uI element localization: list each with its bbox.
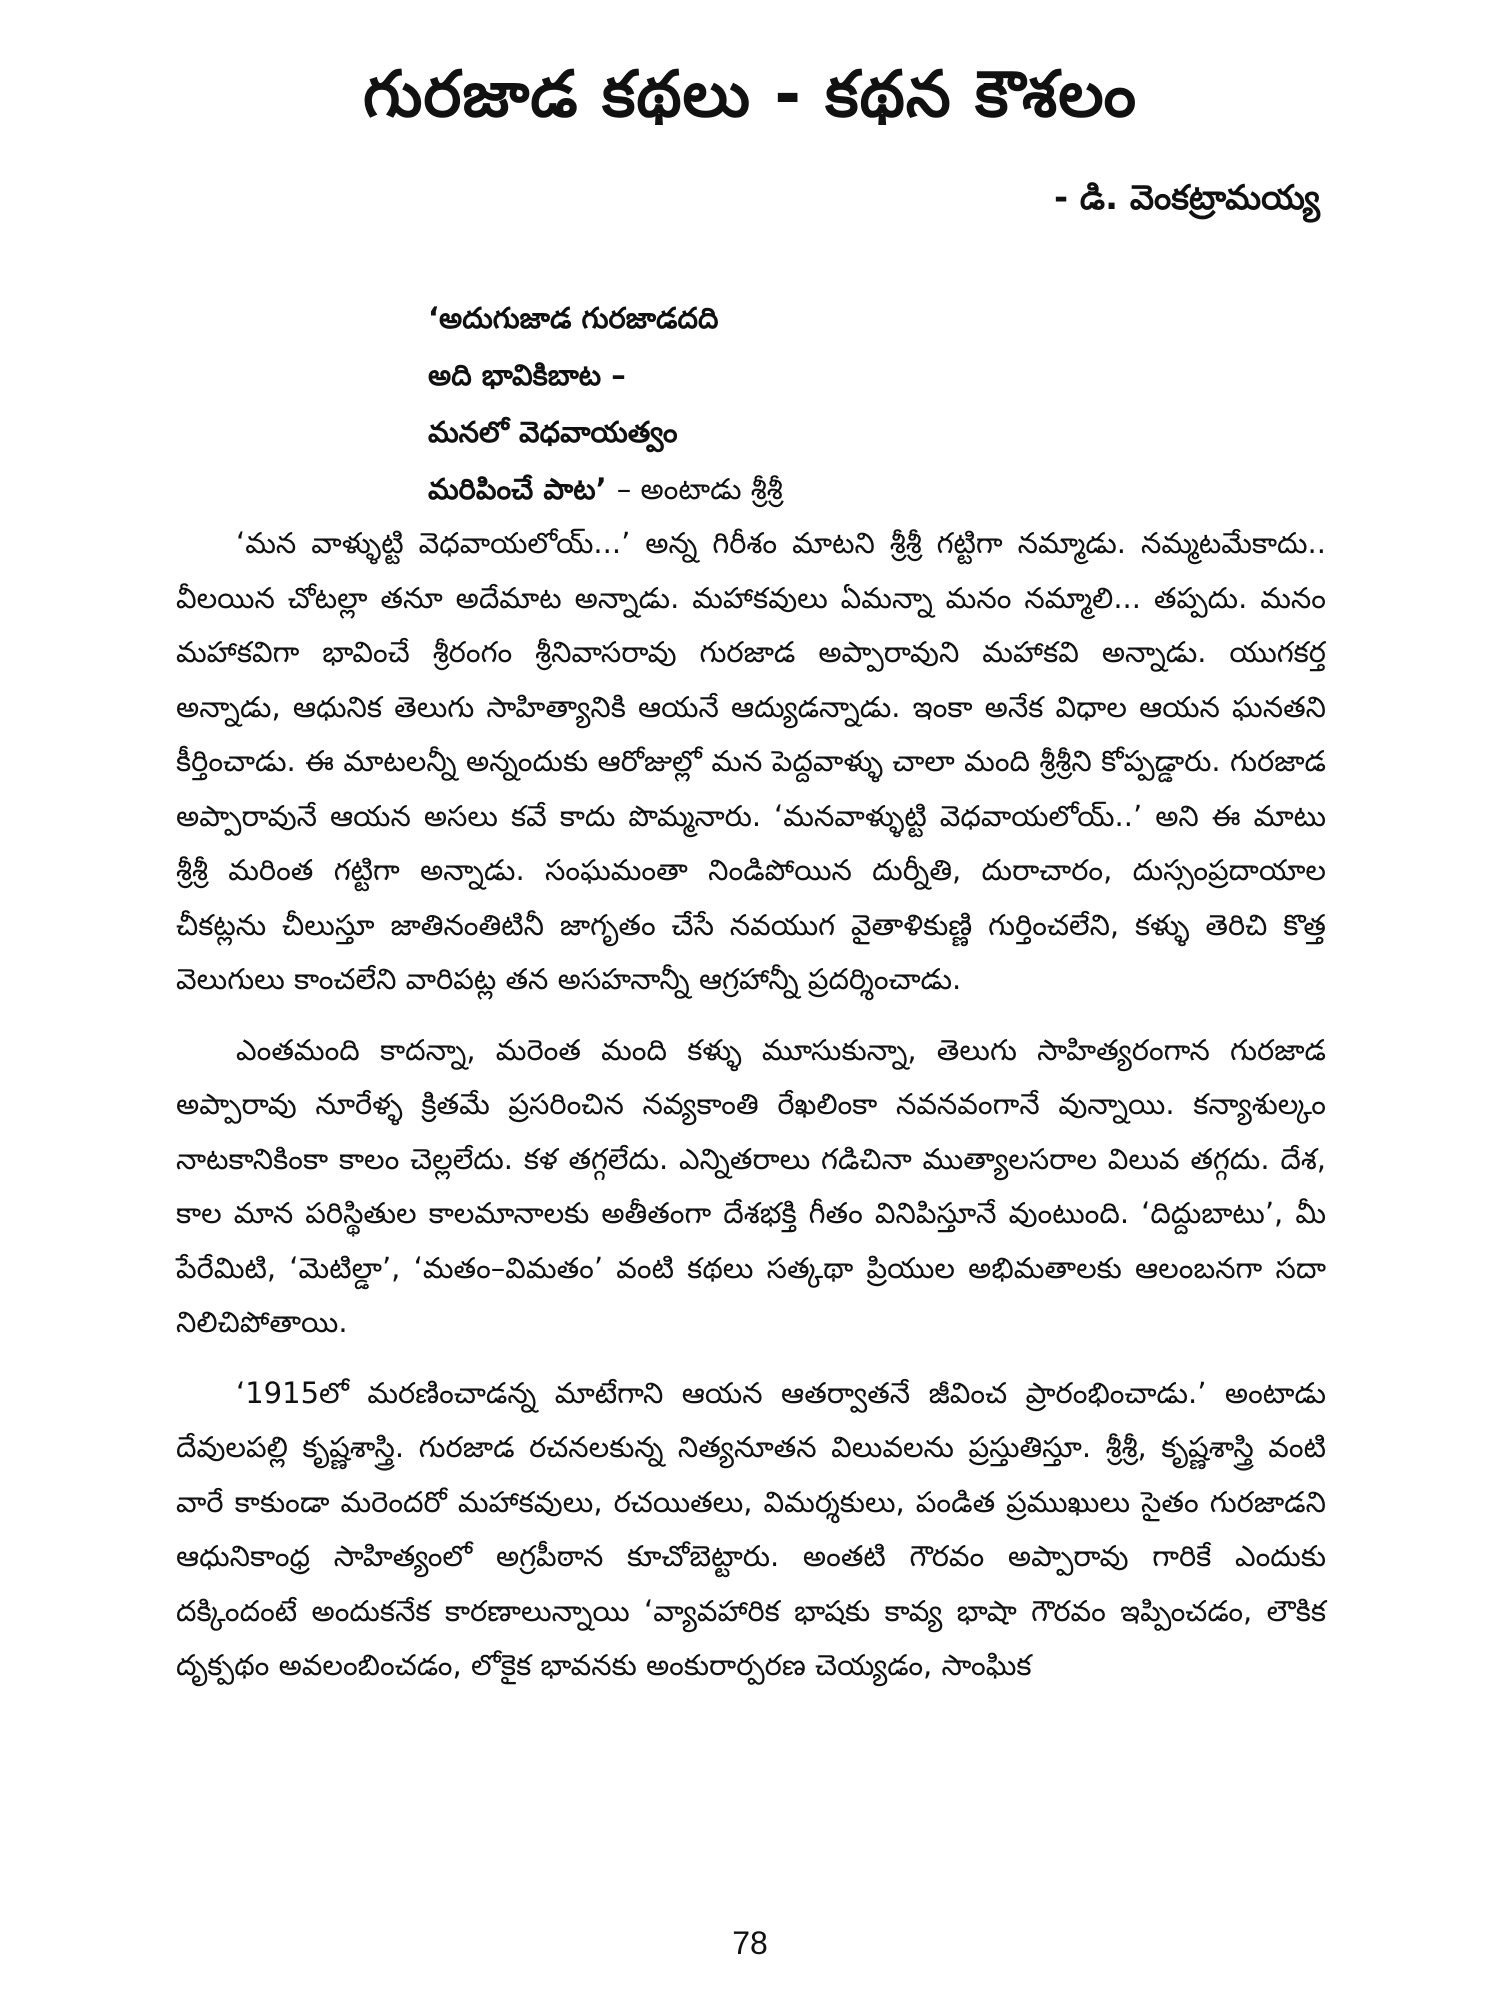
paragraph-1: ‘మన వాళ్ళుట్టి వెధవాయలోయ్...’ అన్న గిరీశం మాటని శ్రీశ్రీ గట్టిగా నమ్మాడు. నమ్మటమేకాదు.. వీలయిన చోటల్లా తనూ అదేమాట అన్నాడు. మహాకవులు ఏమన్నా మనం నమ్మాలి... తప్పదు. మనం మహాకవిగా భావించే శ్రీరంగం శ్రీనివాసరావు గురజాడ అప్పారావుని మహాకవి అన్నాడు. యుగకర్త అన్నాడు, ఆధునిక తెలుగు సాహిత్యానికి ఆయనే ఆద్యుడన్నాడు. ఇంకా అనేక విధాల ఆయన ఘనతని కీర్తించాడు. ఈ మాటలన్నీ అన్నందుకు ఆరోజుల్లో మన పెద్దవాళ్ళు చాలా మంది శ్రీశ్రీని కోప్పడ్డారు. గురజాడ అప్పారావునే ఆయన అసలు కవే కాదు పొమ్మనారు. ‘మనవాళ్ళుట్టి వెధవాయలోయ్..’ అని ఈ మాటు శ్రీశ్రీ మరింత గట్టిగా అన్నాడు. సంఘమంతా నిండిపోయిన దుర్నీతి, దురాచారం, దుస్సంప్రదాయాల చీకట్లను చీలుస్తూ జాతినంతిటినీ జాగృతం చేసే నవయుగ వైతాళికుణ్ణి గుర్తించలేని, కళ్ళు తెరిచి కొత్త వెలుగులు కాంచలేని వారిపట్ల తన అసహనాన్నీ ఆగ్రహాన్నీ ప్రదర్శించాడు. xyxy=(176,526,1326,996)
poem-line-text: మరిపించే పాట’ xyxy=(428,472,607,506)
author-byline: - డి. వెంకట్రామయ్య xyxy=(1053,178,1320,218)
poem-line: ‘అదుగుజాడ గురజాడదది xyxy=(428,301,719,335)
poem-line-last xyxy=(428,461,783,518)
article-title: గురజాడ కథలు - కథన కౌశలం xyxy=(362,58,1138,132)
article-body xyxy=(176,516,1326,1693)
epigraph-poem xyxy=(428,290,783,518)
page-number: 78 xyxy=(732,1925,768,1961)
poem-line: అది భావికిబాట – xyxy=(428,358,626,392)
paragraph-3: ‘1915లో మరణించాడన్న మాటేగాని ఆయన ఆతర్వాతనే జీవించ ప్రారంభించాడు.’ అంటాడు దేవులపల్లి కృష్ణశాస్త్రి. గురజాడ రచనలకున్న నిత్యనూతన విలువలను ప్రస్తుతిస్తూ. శ్రీశ్రీ, కృష్ణశాస్త్రి వంటి వారే కాకుండా మరెందరో మహాకవులు, రచయితలు, విమర్శకులు, పండిత ప్రముఖులు సైతం గురజాడని ఆధునికాంధ్ర సాహిత్యంలో అగ్రపీఠాన కూచోబెట్టారు. అంతటి గౌరవం అప్పారావు గారికే ఎందుకు దక్కిందంటే అందుకనేక కారణాలున్నాయి ‘వ్యావహారిక భాషకు కావ్య భాషా గౌరవం ఇప్పించడం, లౌకిక దృక్పథం అవలంబించడం, లోకైక భావనకు అంకురార్పరణ చెయ్యడం, సాంఘిక xyxy=(176,1375,1326,1682)
poem-line: మనలో వెధవాయత్వం xyxy=(428,415,678,449)
poem-attribution: – అంటాడు శ్రీశ్రీ xyxy=(616,472,783,506)
paragraph-2: ఎంతమంది కాదన్నా, మరెంత మంది కళ్ళు మూసుకున్నా, తెలుగు సాహిత్యరంగాన గురజాడ అప్పారావు నూరేళ్ళ క్రితమే ప్రసరించిన నవ్యకాంతి రేఖలింకా నవనవంగానే వున్నాయి. కన్యాశుల్కం నాటకానికింకా కాలం చెల్లలేదు. కళ తగ్గలేదు. ఎన్నితరాలు గడిచినా ముత్యాలసరాల విలువ తగ్గదు. దేశ, కాల మాన పరిస్థితుల కాలమానాలకు అతీతంగా దేశభక్తి గీతం వినిపిస్తూనే వుంటుంది. ‘దిద్దుబాటు’, మీ పేరేమిటి, ‘మెటిల్డా’, ‘మతం–విమతం’ వంటి కథలు సత్కథా ప్రియుల అభిమతాలకు ఆలంబనగా సదా నిలిచిపోతాయి. xyxy=(176,1032,1326,1339)
